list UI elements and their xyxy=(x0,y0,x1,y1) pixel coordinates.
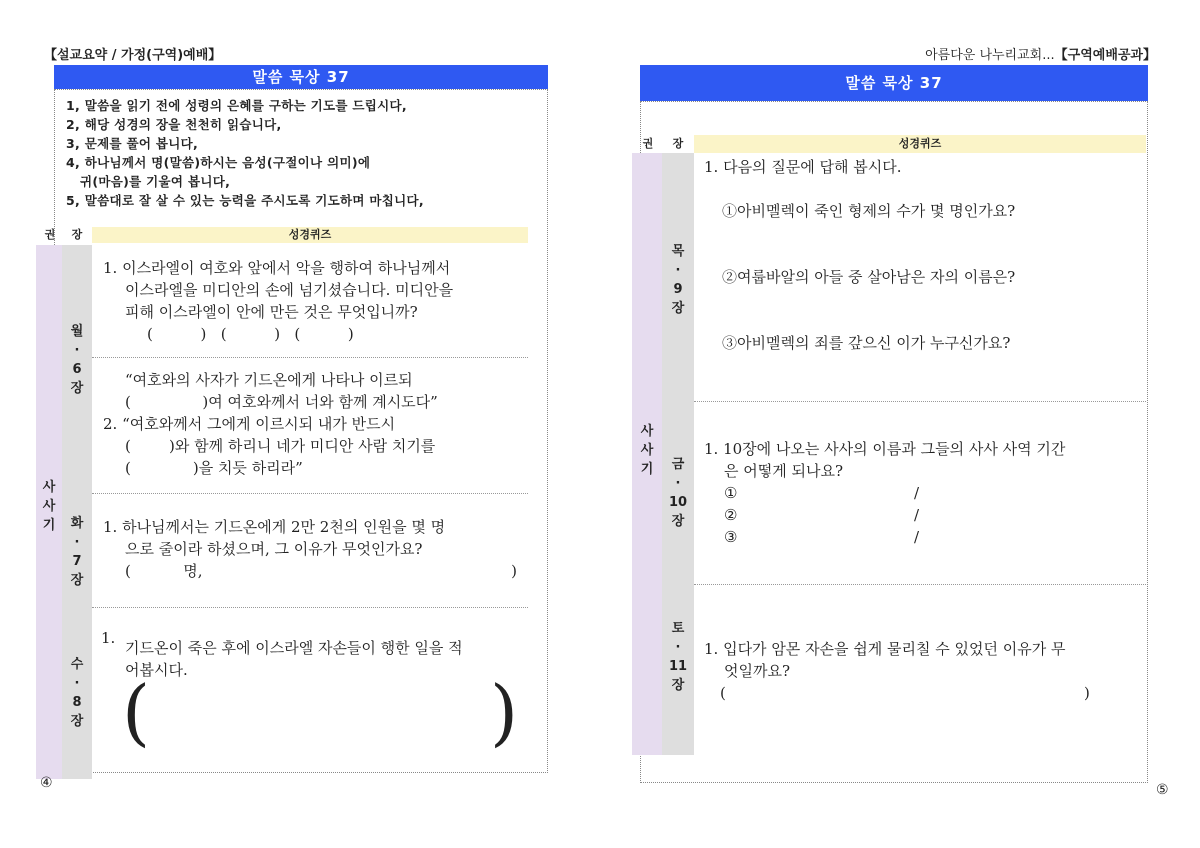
mon-q1-line1: 1. 이스라엘이 여호와 앞에서 악을 행하여 하나님께서 xyxy=(103,259,451,277)
fri-answer-3 xyxy=(704,526,1144,548)
church-name: 아름다운 나누리교회... xyxy=(925,48,1055,63)
tue-line1: 1. 하나님께서는 기드온에게 2만 2천의 인원을 몇 명 xyxy=(103,518,446,536)
sat-paren-close: ) xyxy=(1084,684,1090,702)
separator xyxy=(694,401,1146,402)
instruction-4b: 귀(마음)를 기울여 봅니다, xyxy=(80,174,231,189)
right-page-number: ⑤ xyxy=(1156,782,1169,798)
wed-paren-close: ) xyxy=(490,670,519,754)
mon-question-2 xyxy=(103,369,533,479)
thu-intro: 1. 다음의 질문에 답해 봅시다. xyxy=(704,158,902,176)
day-thu: 목 · 9 장 xyxy=(671,244,685,316)
fri-line2: 은 어떻게 되나요? xyxy=(724,462,844,480)
tue-line2: 으로 줄이라 하셨으며, 그 이유가 무엇인가요? xyxy=(125,540,423,558)
sat-paren-open: ( xyxy=(720,684,726,702)
wed-question xyxy=(125,637,530,681)
tue-answer-close: ) xyxy=(511,562,517,580)
col-gwon: 권 xyxy=(642,137,654,150)
instruction-5: 5, 말씀대로 잘 살 수 있는 능력을 주시도록 기도하며 마칩니다, xyxy=(66,193,424,208)
header-right-title: 【구역예배공과】 xyxy=(1054,48,1156,63)
instruction-1: 1, 말씀을 읽기 전에 성령의 은혜를 구하는 기도를 드립시다, xyxy=(66,98,407,113)
col-jang: 장 xyxy=(71,228,83,241)
tue-answer-open: ( 명, xyxy=(125,562,203,580)
fri-answer-1 xyxy=(704,482,1144,504)
fri-ans1-num: ① xyxy=(724,484,738,502)
sat-question xyxy=(704,638,1144,704)
left-book-name: 사 사 기 xyxy=(42,480,56,533)
day-tue: 화 · 7 장 xyxy=(70,516,84,588)
wed-line1: 기드온이 죽은 후에 이스라엘 자손들이 행한 일을 적 xyxy=(125,639,463,657)
day-fri: 금 · 10 장 xyxy=(668,457,688,529)
wed-paren-open: ( xyxy=(122,670,151,754)
fri-ans2-slash: / xyxy=(914,506,920,524)
fri-ans2-num: ② xyxy=(724,506,738,524)
mon-q2-line3: 2. “여호와께서 그에게 이르시되 내가 반드시 xyxy=(103,415,396,433)
thu-q3: ③아비멜렉의 죄를 갚으신 이가 누구신가요? xyxy=(722,334,1011,352)
sat-answer xyxy=(704,682,1144,704)
wed-question-number: 1. xyxy=(101,629,116,647)
fri-answer-2 xyxy=(704,504,1144,526)
mon-q1-line2: 이스라엘을 미디안의 손에 넘기셨습니다. 미디안을 xyxy=(125,281,454,299)
separator xyxy=(92,607,528,608)
header-left: 【설교요약 / 가정(구역)예배】 xyxy=(44,48,222,63)
header-right xyxy=(925,44,1156,63)
separator xyxy=(92,493,528,494)
mon-question-1 xyxy=(103,257,533,345)
fri-ans1-slash: / xyxy=(914,484,920,502)
instruction-3: 3, 문제를 풀어 봅니다, xyxy=(66,136,199,151)
left-instructions xyxy=(66,96,546,210)
instruction-2: 2, 해당 성경의 장을 천천히 읽습니다, xyxy=(66,117,282,132)
fri-line1: 1. 10장에 나오는 사사의 이름과 그들의 사사 사역 기간 xyxy=(704,440,1066,458)
day-wed: 수 · 8 장 xyxy=(70,657,84,729)
sat-line2: 엇일까요? xyxy=(724,662,791,680)
right-book-name: 사 사 기 xyxy=(640,424,654,477)
fri-question xyxy=(704,438,1144,548)
right-title-bar: 말씀 묵상 37 xyxy=(640,65,1148,101)
sat-line1: 1. 입다가 암몬 자손을 쉽게 물리칠 수 있었던 이유가 무 xyxy=(704,640,1066,658)
separator xyxy=(92,357,528,358)
day-sat: 토 · 11 장 xyxy=(668,621,688,693)
mon-q1-blanks: ( ) ( ) ( ) xyxy=(147,325,354,343)
left-page-number: ④ xyxy=(40,775,53,791)
col-jang: 장 xyxy=(672,137,684,150)
thu-q2: ②여룹바알의 아들 중 살아남은 자의 이름은? xyxy=(722,268,1016,286)
instruction-4: 4, 하나님께서 명(말씀)하시는 음성(구절이나 의미)에 xyxy=(66,155,371,170)
mon-q1-line3: 피해 이스라엘이 안에 만든 것은 무엇입니까? xyxy=(125,303,418,321)
tue-answer xyxy=(103,560,533,582)
mon-q2-line5: ( )을 치듯 하리라” xyxy=(125,459,303,477)
mon-q2-line4: ( )와 함께 하리니 네가 미디안 사람 치기를 xyxy=(125,437,436,455)
tue-question xyxy=(103,516,533,582)
col-quiz: 성경퀴즈 xyxy=(92,227,528,243)
fri-ans3-num: ③ xyxy=(724,528,738,546)
mon-q2-line2: ( )여 여호와께서 너와 함께 계시도다” xyxy=(125,393,438,411)
fri-ans3-slash: / xyxy=(914,528,920,546)
col-quiz: 성경퀴즈 xyxy=(694,135,1146,153)
wed-line2: 어봅시다. xyxy=(125,661,188,679)
col-gwon: 권 xyxy=(44,228,56,241)
separator xyxy=(694,584,1146,585)
thu-q1: ①아비멜렉이 죽인 형제의 수가 몇 명인가요? xyxy=(722,202,1016,220)
day-mon: 월 · 6 장 xyxy=(70,324,84,396)
left-title-bar: 말씀 묵상 37 xyxy=(54,65,548,89)
mon-q2-line1: “여호와의 사자가 기드온에게 나타나 이르되 xyxy=(125,371,413,389)
